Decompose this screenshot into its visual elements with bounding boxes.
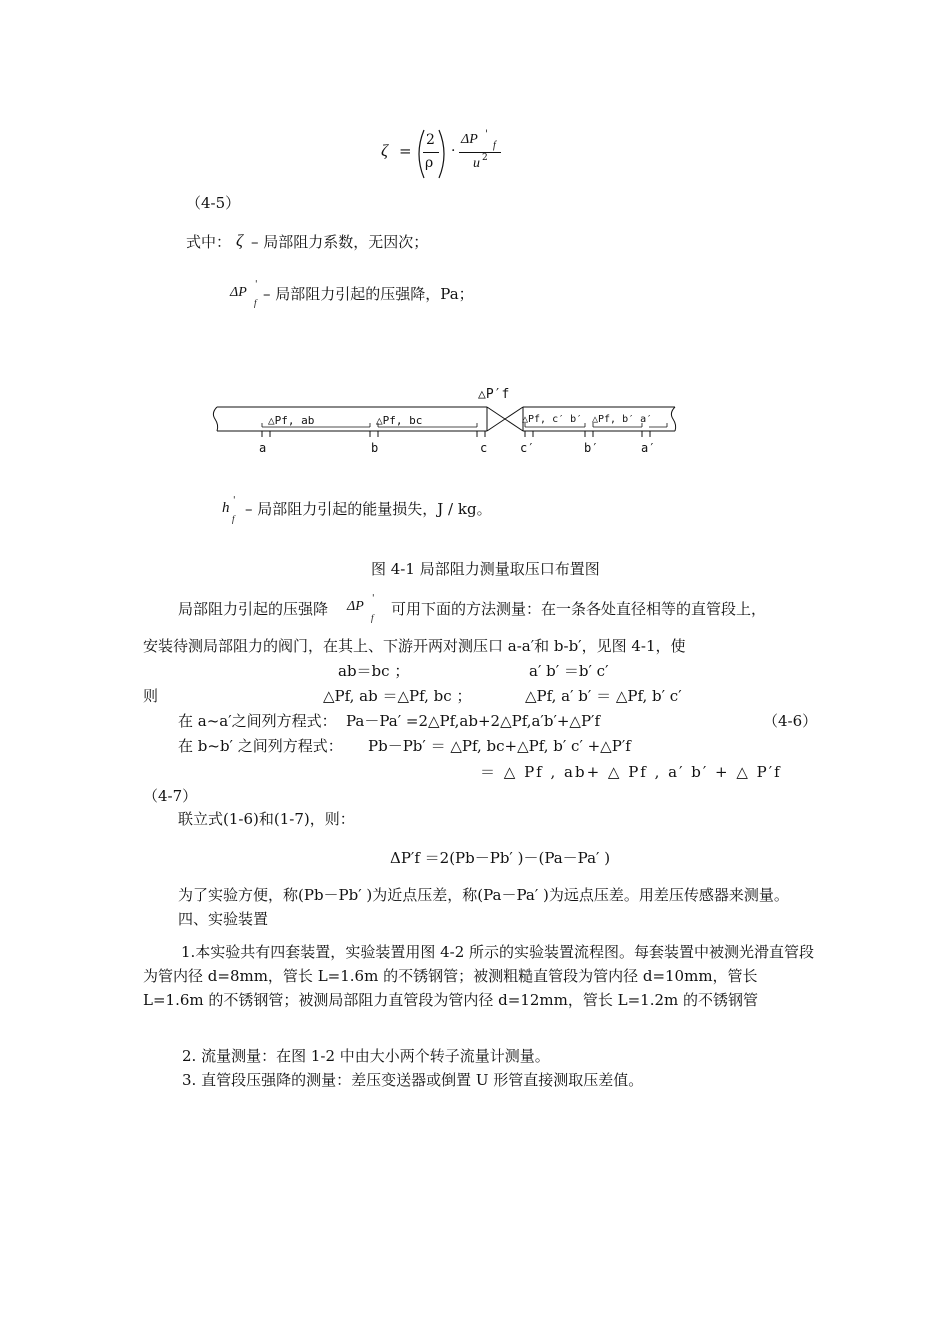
fraction-bar-2 <box>459 152 501 153</box>
figure-caption: 图 4-1 局部阻力测量取压口布置图 <box>371 560 600 578</box>
delta-p: ΔP <box>461 132 478 147</box>
tap-label-c: c <box>480 441 488 455</box>
h-def-sub: f <box>232 514 235 524</box>
equation-number-4-6: （4-6） <box>763 712 818 730</box>
h-def-prime: ' <box>233 496 236 506</box>
near-far-text: 为了实验方便，称(Pb－Pb′ )为近点压差，称(Pa－Pa′ )为远点压差。用差压传感器来测量。 <box>178 886 789 904</box>
aa-lead: 在 a~a′之间列方程式： <box>178 712 337 730</box>
bb-lead: 在 b~b′ 之间列方程式： <box>178 737 343 755</box>
method-para-start: 局部阻力引起的压强降 <box>178 600 329 618</box>
dot-operator: · <box>451 143 456 159</box>
segment-label-ba-prime: △Pf, b′ a′ <box>592 414 653 425</box>
then-label: 则 <box>143 687 159 705</box>
bb-equation: Pb－Pb′ ＝ △Pf, bc+△Pf, b′ c′ +△P′f <box>368 737 631 755</box>
method-dp-symbol: ΔP <box>347 599 364 614</box>
dp-def-prime: ' <box>255 280 258 290</box>
method-dp-prime: ' <box>372 594 375 604</box>
item-1: 1.本实验共有四套装置，实验装置用图 4-2 所示的实验装置流程图。每套装置中被测光滑直管段为管内径 d=8mm，管长 L=1.6m 的不锈钢管；被测粗糙直管段为管内径 d=10mm，管长 L=1.6m 的不锈钢管；被测局部阻力直管段为管内径 d=12mm，管长 L=1.2m 的不锈钢管 <box>143 943 815 1009</box>
aa-equation: Pa－Pa′ =2△Pf,ab+2△Pf,a′b′+△P′f <box>346 712 601 730</box>
segment-label-cb-prime: △Pf, c′ b′ <box>522 414 583 425</box>
valve-label: △P′f <box>478 387 510 402</box>
h-def-symbol: h <box>222 500 230 516</box>
equation-number-4-7: （4-7） <box>143 787 198 805</box>
delta-p-sub: f <box>493 140 496 151</box>
frac-denominator: ρ <box>425 155 434 171</box>
delta-p-prime: ' <box>485 129 488 140</box>
result-equation: ΔP′f ＝2(Pb－Pb′ )－(Pa－Pa′ ) <box>390 849 611 867</box>
dp-def-text: – 局部阻力引起的压强降，Pa； <box>263 285 474 303</box>
tap-label-a-prime: a′ <box>641 441 656 455</box>
zeta-def-text: – 局部阻力系数，无因次； <box>251 233 429 251</box>
intro-label: 式中： <box>186 233 232 251</box>
velocity-u: u <box>473 156 480 171</box>
segment-label-ab: △Pf, ab <box>268 414 315 427</box>
left-paren <box>412 128 426 180</box>
right-paren <box>437 128 451 180</box>
eq-dp-ab-bc-prime: △Pf, a′ b′ ＝ △Pf, b′ c′ <box>525 687 682 705</box>
eq-dp-ab-bc: △Pf, ab ＝△Pf, bc ； <box>323 687 472 705</box>
item-3: 3. 直管段压强降的测量：差压变送器或倒置 U 形管直接测取压差值。 <box>182 1071 644 1089</box>
frac-numerator: 2 <box>426 132 435 148</box>
item-2: 2. 流量测量：在图 1-2 中由大小两个转子流量计测量。 <box>182 1047 550 1065</box>
segment-label-bc: △Pf, bc <box>376 414 423 427</box>
velocity-square: 2 <box>482 153 488 163</box>
method-dp-sub: f <box>371 613 374 623</box>
zeta-def-symbol: ζ <box>236 231 243 250</box>
eq-ab-bc: ab＝bc ； <box>338 662 410 680</box>
dp-def-symbol: ΔP <box>230 285 247 300</box>
equation-number-4-5: （4-5） <box>186 194 241 212</box>
tap-label-c-prime: c′ <box>520 441 535 455</box>
tap-label-a: a <box>259 441 267 455</box>
tap-label-b: b <box>371 441 379 455</box>
combine-text: 联立式(1-6)和(1-7)，则： <box>178 810 355 828</box>
method-para-line2: 安装待测局部阻力的阀门，在其上、下游开两对测压口 a-a′和 b-b′，见图 4-1，使 <box>143 637 686 655</box>
equals-sign: = <box>399 142 412 160</box>
tap-label-b-prime: b′ <box>584 441 599 455</box>
section-heading: 四、实验装置 <box>178 910 269 928</box>
zeta-symbol: ζ <box>381 141 388 160</box>
dp-def-sub: f <box>254 298 257 308</box>
h-def-text: – 局部阻力引起的能量损失，J / kg。 <box>245 500 492 518</box>
bb-equation-cont: ＝ △ Pf , ab+ △ Pf , a′ b′ + △ P′f <box>480 763 782 781</box>
method-para-rest: 可用下面的方法测量：在一条各处直径相等的直管段上， <box>391 600 767 618</box>
eq-ab-bc-prime: a′ b′ ＝b′ c′ <box>529 662 609 680</box>
